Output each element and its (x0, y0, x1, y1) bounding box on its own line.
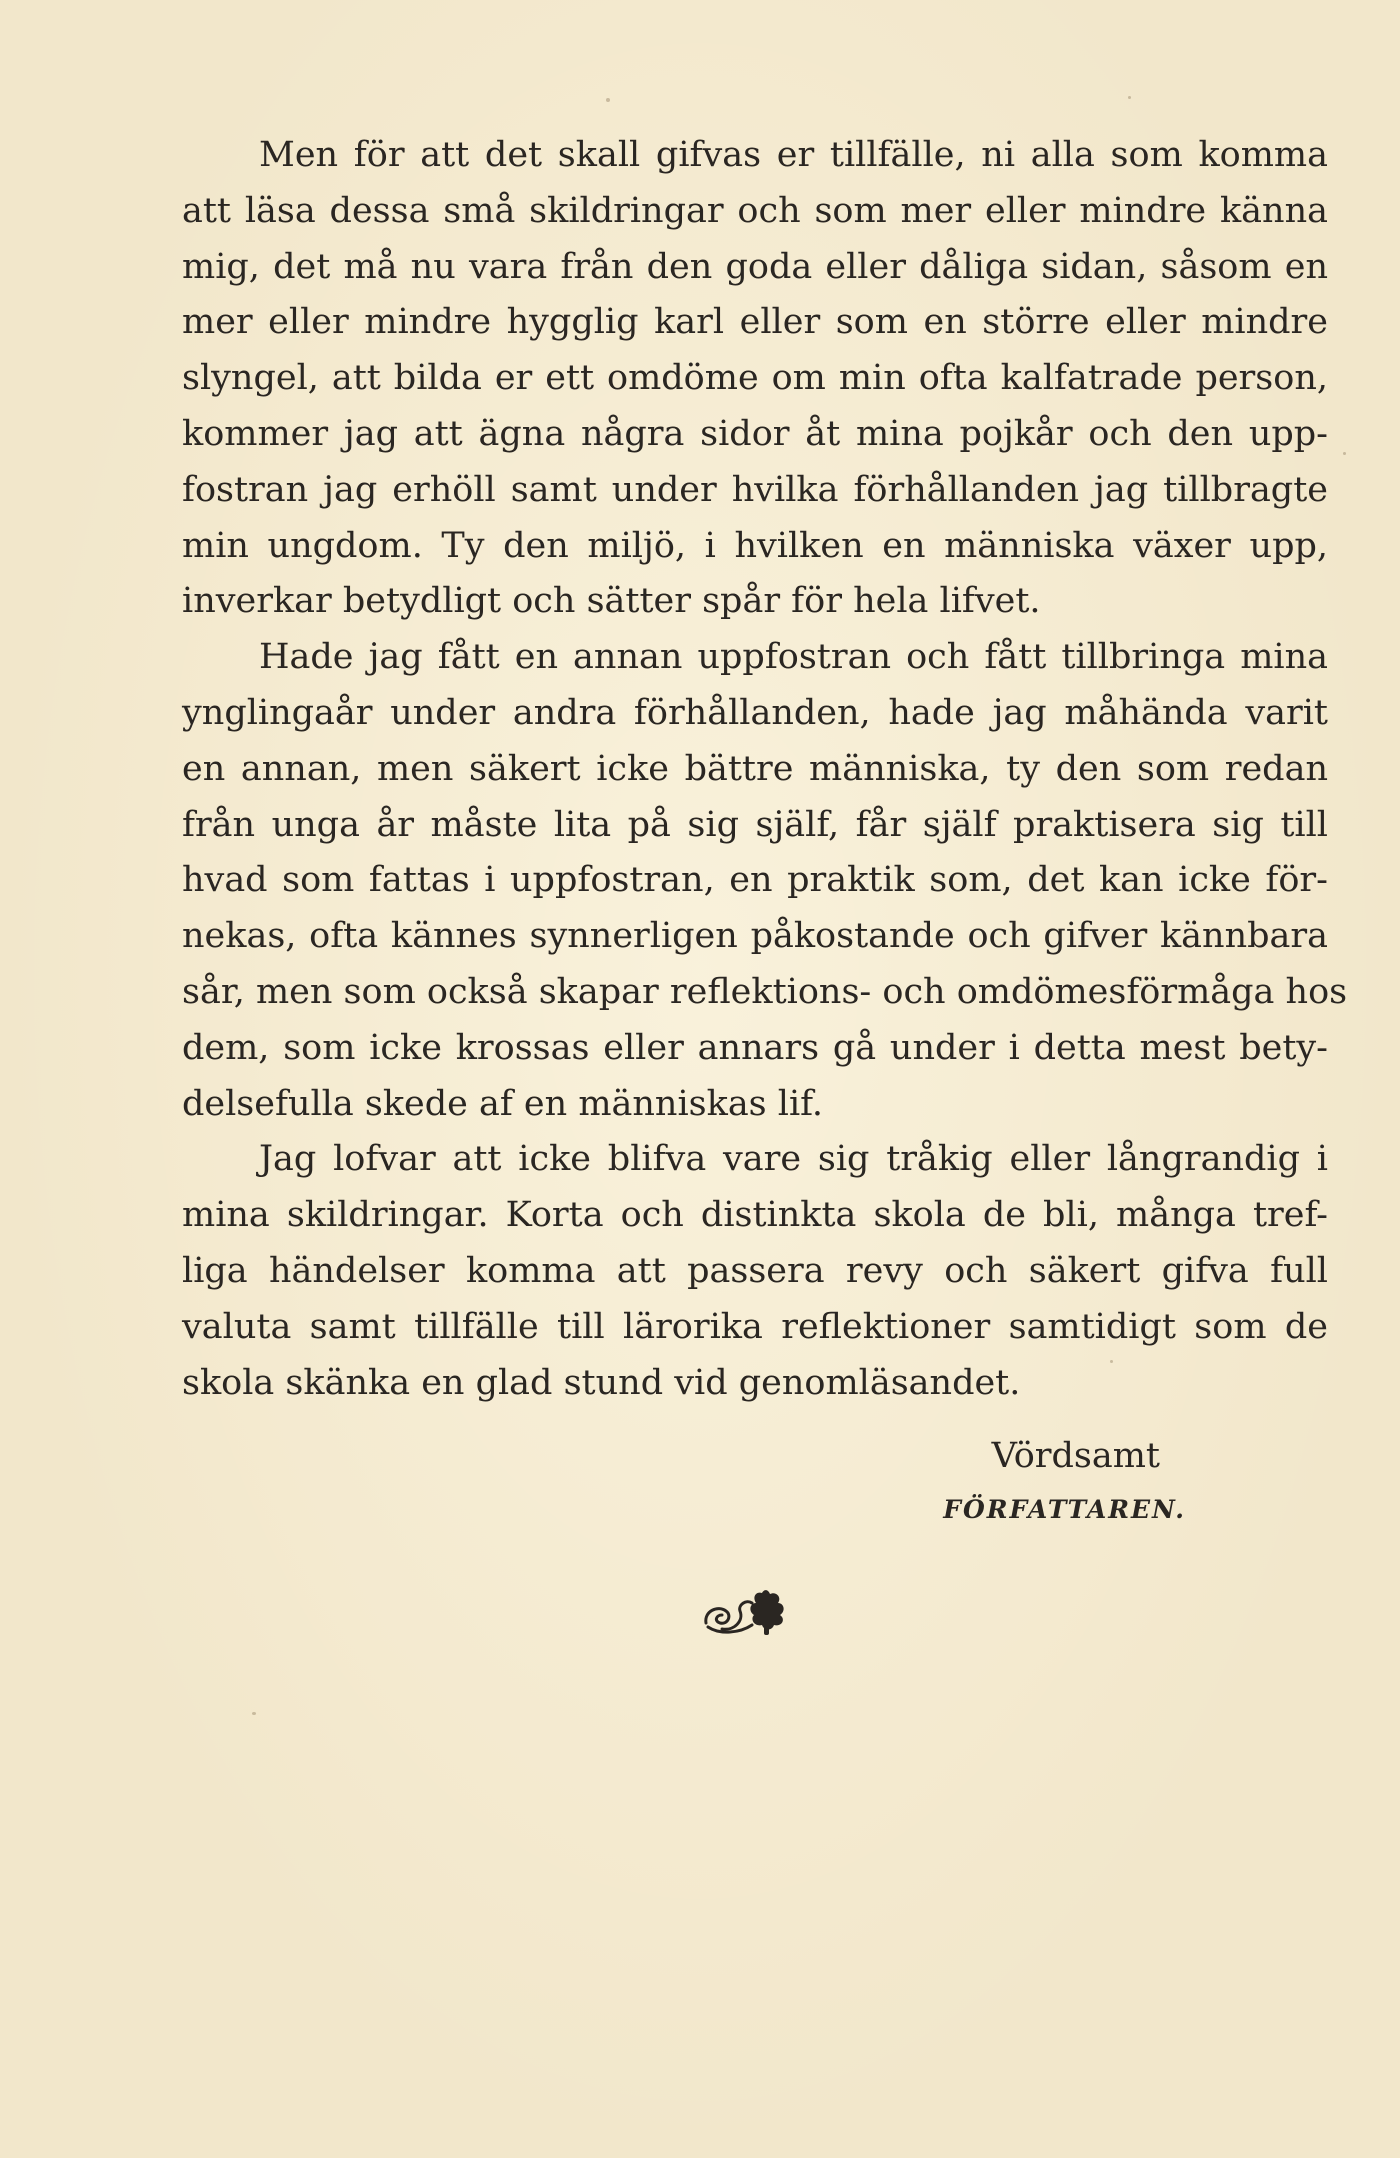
text-line: liga händelser komma att passera revy och säkert gifva full (182, 1250, 1328, 1291)
text-line: delsefulla skede af en människas lif. (182, 1083, 823, 1124)
text-line: ynglingaår under andra förhållanden, hade jag måhända varit (182, 692, 1328, 733)
text-line: dem, som icke krossas eller annars gå under i detta mest bety- (182, 1027, 1328, 1068)
text-line: fostran jag erhöll samt under hvilka förhållanden jag tillbragte (182, 469, 1328, 510)
paper-speck (1343, 452, 1346, 455)
paragraph-2 (182, 630, 1348, 1132)
text-line: inverkar betydligt och sätter spår för hela lifvet. (182, 581, 1041, 622)
body-text (182, 128, 1348, 1411)
text-line: mina skildringar. Korta och distinkta skola de bli, många tref- (182, 1195, 1328, 1236)
author-name: FÖRFATTAREN. (943, 1495, 1186, 1524)
text-line: kommer jag att ägna några sidor åt mina pojkår och den upp- (182, 413, 1328, 454)
text-line: skola skänka en glad stund vid genomläsandet. (182, 1362, 1021, 1403)
paper-speck (1128, 96, 1131, 99)
text-line: en annan, men säkert icke bättre människa, ty den som redan (182, 748, 1328, 789)
text-line: Men för att det skall gifvas er tillfälle, ni alla som komma (259, 135, 1328, 175)
text-line: min ungdom. Ty den miljö, i hvilken en människa växer upp, (182, 525, 1328, 566)
text-line: valuta samt tillfälle till lärorika reflektioner samtidigt som de (182, 1306, 1328, 1347)
floral-vignette-icon (700, 1585, 796, 1637)
text-line: Jag lofvar att icke blifva vare sig tråkig eller långrandig i (259, 1139, 1328, 1180)
text-line: slyngel, att bilda er ett omdöme om min ofta kalfatrade person, (182, 358, 1328, 399)
signature-block (943, 1428, 1186, 1536)
text-line: hvad som fattas i uppfostran, en praktik som, det kan icke för- (182, 860, 1328, 901)
paper-speck (252, 1712, 256, 1715)
text-line: mig, det må nu vara från den goda eller dåliga sidan, såsom en (182, 246, 1328, 287)
paragraph-1 (182, 128, 1328, 630)
text-line: sår, men som också skapar reflektions- och omdömesförmåga hos (182, 971, 1348, 1012)
text-line: mer eller mindre hygglig karl eller som en större eller mindre (182, 302, 1328, 343)
text-line: från unga år måste lita på sig själf, får själf praktisera sig till (182, 804, 1328, 845)
paper-speck (606, 98, 610, 102)
closing-salutation: Vördsamt (991, 1436, 1160, 1476)
paragraph-3 (182, 1132, 1328, 1411)
text-line: Hade jag fått en annan uppfostran och fått tillbringa mina (259, 637, 1328, 678)
text-line: nekas, ofta kännes synnerligen påkostande och gifver kännbara (182, 916, 1328, 957)
text-line: att läsa dessa små skildringar och som mer eller mindre känna (182, 190, 1328, 231)
